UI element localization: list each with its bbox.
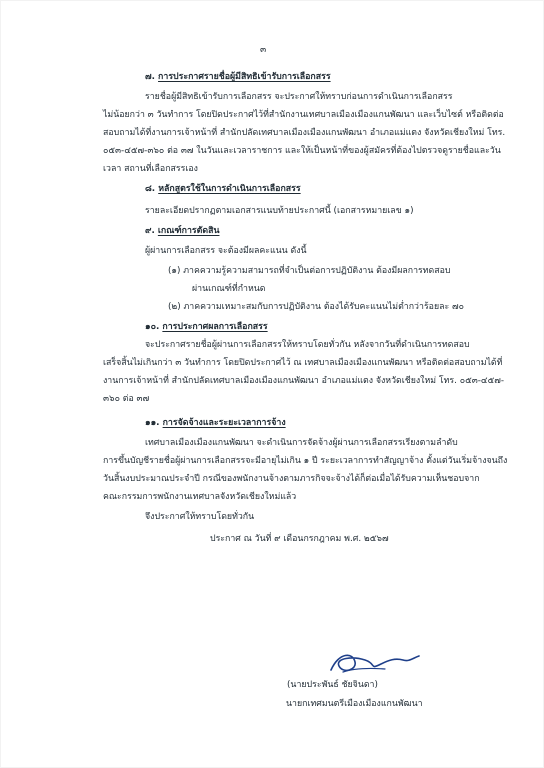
section-10-line-1: จะประกาศรายชื่อผู้ผ่านการเลือกสรรให้ทราบโดยทั่วกัน หลังจากวันที่ดำเนินการทดสอบ	[145, 340, 470, 350]
section-9-line-1: ผู้ผ่านการเลือกสรร จะต้องมีผลคะแนน ดังนี้	[145, 246, 307, 256]
announce-date: ประกาศ ณ วันที่ ๙ เดือนกรกฎาคม พ.ศ. ๒๕๖๗	[210, 534, 389, 544]
signature-image	[325, 648, 425, 678]
section-11-line-3: วันสิ้นงบประมาณประจำปี กรณีของพนักงานจ้างตามภารกิจจะจ้างได้ก็ต่อเมื่อได้รับความเห็นชอบจาก	[103, 474, 480, 484]
section-7-heading	[145, 72, 331, 83]
section-9-line-2: (๑) ภาคความรู้ความสามารถที่จำเป็นต่อการปฏิบัติงาน ต้องมีผลการทดสอบ	[168, 266, 451, 276]
section-9-line-3: ผ่านเกณฑ์ที่กำหนด	[192, 284, 266, 294]
section-11-line-2: การขึ้นบัญชีรายชื่อผู้ผ่านการเลือกสรรจะมีอายุไม่เกิน ๑ ปี ระยะเวลาการทำสัญญาจ้าง ตั้งแต่วันเริ่มจ้างจนถึง	[103, 456, 508, 466]
section-11-line-1: เทศบาลเมืองเมืองแกนพัฒนา จะดำเนินการจัดจ้างผู้ผ่านการเลือกสรรเรียงตามลำดับ	[145, 438, 458, 448]
section-8-heading	[145, 184, 301, 195]
section-8-title: หลักสูตรใช้ในการดำเนินการเลือกสรร	[158, 184, 301, 194]
section-7-line-2: ไม่น้อยกว่า ๓ วันทำการ โดยปิดประกาศไว้ที่สำนักงานเทศบาลเมืองเมืองแกนพัฒนา และเว็บไซต์ หรือติดต่อ	[103, 110, 504, 120]
section-8-line-1: รายละเอียดปรากฏตามเอกสารแนบท้ายประกาศนี้ (เอกสารหมายเลข ๑)	[145, 206, 414, 216]
section-7-line-3: สอบถามได้ที่งานการเจ้าหน้าที่ สำนักปลัดเทศบาลเมืองเมืองแกนพัฒนา อำเภอแม่แตง จังหวัดเชียงใหม่ โทร.	[103, 128, 506, 138]
section-9-line-4: (๒) ภาคความเหมาะสมกับการปฏิบัติงาน ต้องได้รับคะแนนไม่ต่ำกว่าร้อยละ ๗๐	[168, 302, 464, 312]
signer-name: (นายประพันธ์ ชัยจินดา)	[287, 680, 378, 690]
section-7-title: การประกาศรายชื่อผู้มีสิทธิเข้ารับการเลือกสรร	[158, 72, 331, 82]
section-11-no: ๑๑.	[145, 418, 160, 428]
section-10-heading	[145, 322, 268, 333]
section-10-line-2: เสร็จสิ้นไม่เกินกว่า ๓ วันทำการ โดยปิดประกาศไว้ ณ เทศบาลเมืองเมืองแกนพัฒนา หรือติดต่อสอบถามได้ที่	[103, 358, 503, 368]
section-8-no: ๘.	[145, 184, 156, 194]
section-7-line-4: ๐๕๓-๔๕๗-๓๖๐ ต่อ ๓๗ ในวันและเวลาราชการ และให้เป็นหน้าที่ของผู้สมัครที่ต้องไปตรวจดูรายชื่อและวัน	[103, 146, 501, 156]
section-10-no: ๑๐.	[145, 322, 160, 332]
section-11-line-4: คณะกรรมการพนักงานเทศบาลจังหวัดเชียงใหม่แล้ว	[103, 492, 297, 502]
section-9-heading	[145, 226, 219, 237]
closing-statement: จึงประกาศให้ทราบโดยทั่วกัน	[145, 512, 255, 522]
section-11-heading	[145, 418, 286, 429]
section-7-line-5: เวลา สถานที่เลือกสรรเอง	[103, 164, 198, 174]
page-number: ๓	[260, 45, 267, 55]
section-10-line-3: งานการเจ้าหน้าที่ สำนักปลัดเทศบาลเมืองเมืองแกนพัฒนา อำเภอแม่แตง จังหวัดเชียงใหม่ โทร. ๐๕๓-๔๕๗-	[103, 376, 505, 386]
signer-title: นายกเทศมนตรีเมืองเมืองแกนพัฒนา	[286, 699, 423, 709]
section-7-line-1: รายชื่อผู้มีสิทธิเข้ารับการเลือกสรร จะประกาศให้ทราบก่อนการดำเนินการเลือกสรร	[145, 92, 453, 102]
section-9-title: เกณฑ์การตัดสิน	[157, 226, 220, 236]
section-11-title: การจัดจ้างและระยะเวลาการจ้าง	[162, 418, 286, 428]
section-9-no: ๙.	[145, 226, 155, 236]
section-7-no: ๗.	[145, 72, 155, 82]
section-10-title: การประกาศผลการเลือกสรร	[162, 322, 268, 332]
section-10-line-4: ๓๖๐ ต่อ ๓๗	[103, 394, 150, 404]
